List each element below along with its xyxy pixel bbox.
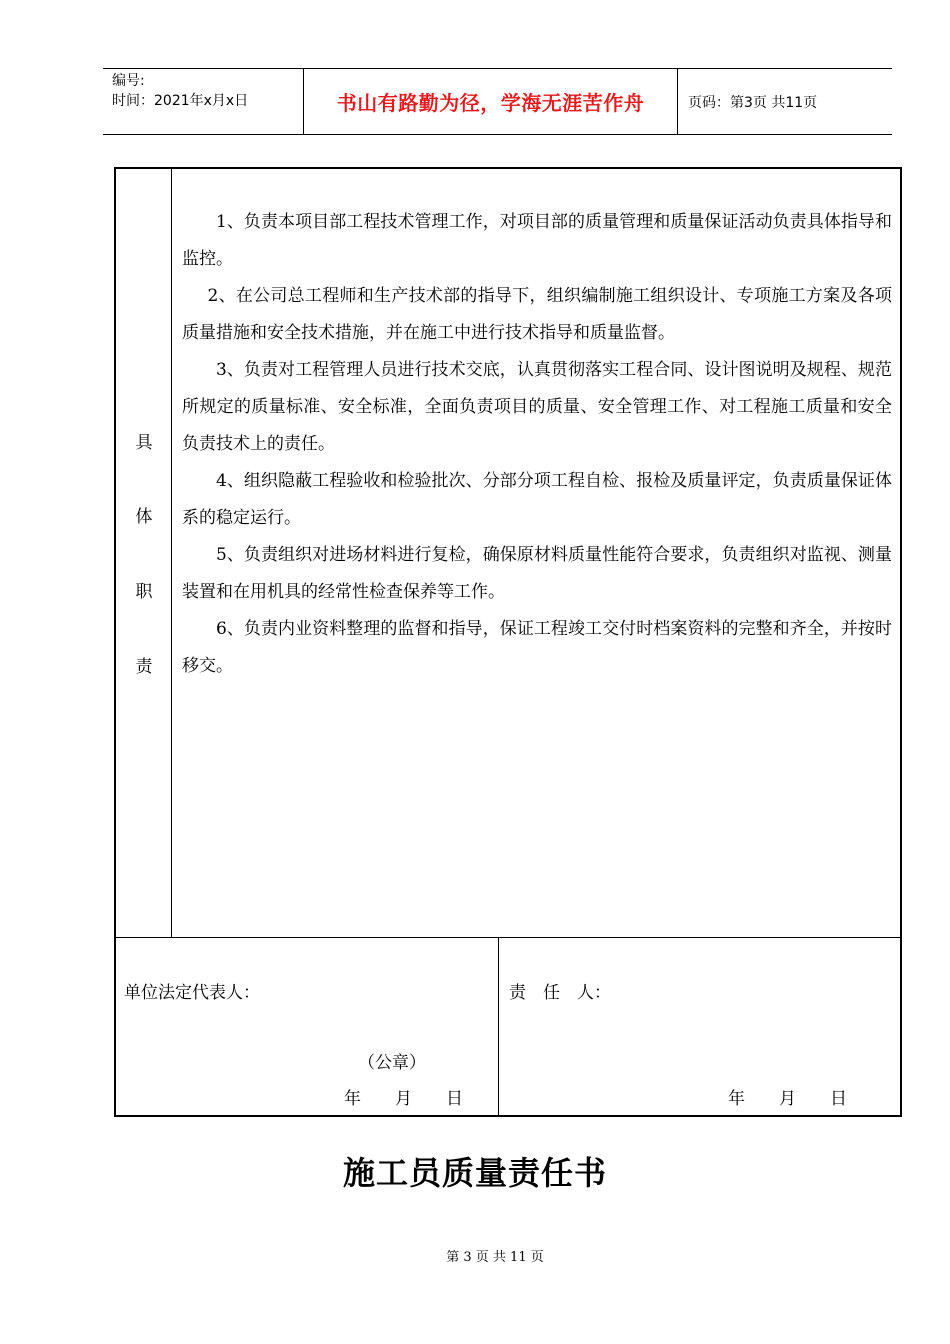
duty-item: 3、负责对工程管理人员进行技术交底，认真贯彻落实工程合同、设计图说明及规程、规范所规定的质量标准、安全标准，全面负责项目的质量、安全管理工作、对工程施工质量和安全负责技术上的责任。 bbox=[182, 360, 892, 454]
duty-item: 2、在公司总工程师和生产技术部的指导下，组织编制施工组织设计、专项施工方案及各项质量措施和安全技术措施，并在施工中进行技术指导和质量监督。 bbox=[182, 286, 892, 343]
duty-item: 6、负责内业资料整理的监督和指导，保证工程竣工交付时档案资料的完整和齐全，并按时移交。 bbox=[182, 619, 892, 676]
document-title: 施工员质量责任书 bbox=[342, 1154, 607, 1192]
header-meta bbox=[103, 69, 304, 134]
responsible-person-label: 责 任 人： bbox=[509, 983, 611, 1003]
section-label-char: 责 bbox=[135, 657, 153, 677]
header-page-number: 页码：第3页 共11页 bbox=[688, 94, 818, 111]
duties-content bbox=[172, 169, 900, 937]
official-seal-label: （公章） bbox=[358, 1053, 426, 1073]
date-left: 年 月 日 bbox=[344, 1089, 463, 1109]
page-footer: 第 3 页 共 11 页 bbox=[446, 1250, 544, 1265]
section-label-char: 具 bbox=[135, 433, 153, 453]
header-motto: 书山有路勤为径，学海无涯苦作舟 bbox=[304, 69, 678, 134]
responsibility-table bbox=[114, 167, 902, 1117]
document-time-label: 时间：2021年x月x日 bbox=[112, 93, 249, 109]
page-header bbox=[103, 68, 892, 135]
legal-representative-cell bbox=[116, 938, 499, 1115]
section-label-column bbox=[116, 169, 172, 937]
duty-item: 4、组织隐蔽工程验收和检验批次、分部分项工程自检、报检及质量评定，负责质量保证体系的稳定运行。 bbox=[182, 471, 892, 528]
section-label-char: 体 bbox=[135, 507, 153, 527]
duty-item: 1、负责本项目部工程技术管理工作，对项目部的质量管理和质量保证活动负责具体指导和监控。 bbox=[182, 212, 892, 269]
signature-row bbox=[116, 937, 900, 1115]
date-right: 年 月 日 bbox=[728, 1089, 847, 1109]
section-label-char: 职 bbox=[135, 582, 153, 602]
duty-item: 5、负责组织对进场材料进行复检，确保原材料质量性能符合要求，负责组织对监视、测量装置和在用机具的经常性检查保养等工作。 bbox=[182, 545, 892, 602]
legal-representative-label: 单位法定代表人： bbox=[124, 983, 260, 1003]
document-number-label: 编号: bbox=[112, 73, 145, 89]
responsible-person-cell bbox=[499, 938, 900, 1115]
